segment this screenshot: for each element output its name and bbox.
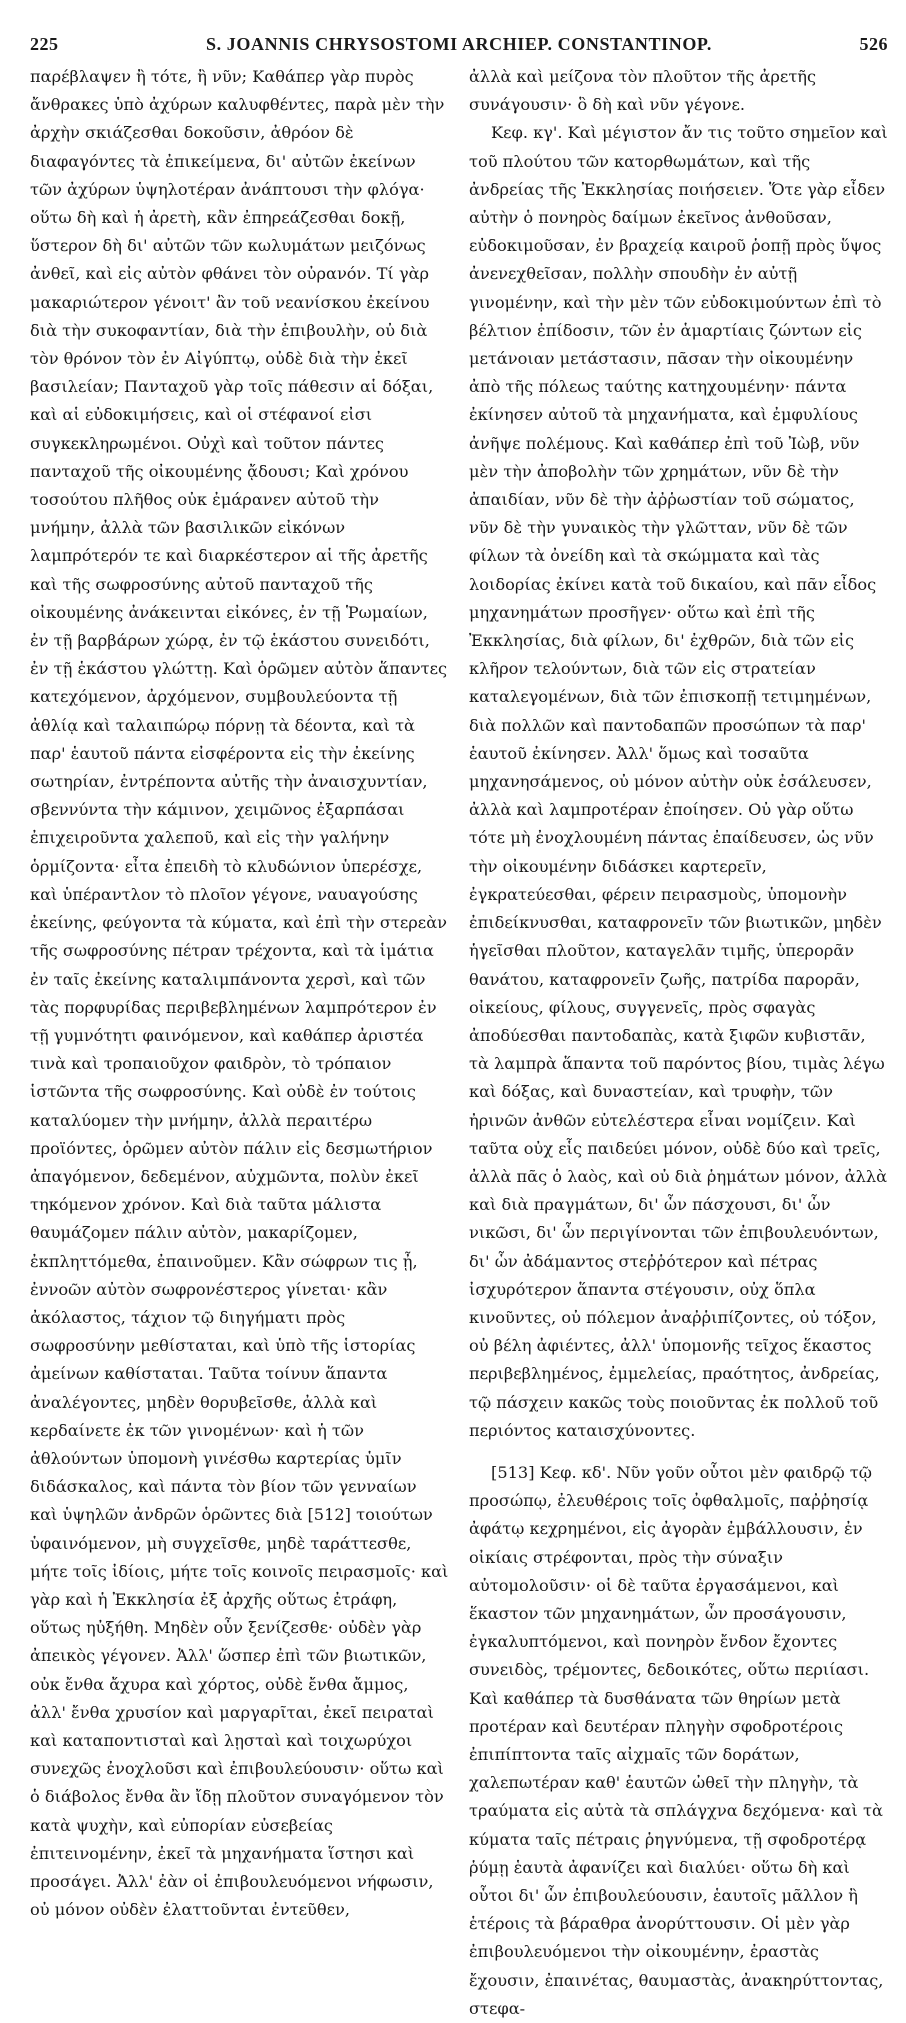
left-column	[30, 63, 449, 2023]
two-column-body	[30, 63, 888, 2023]
right-page-number: 526	[859, 34, 888, 54]
right-paragraph-chapter-24: [513] Κεφ. κδ'. Νῦν γοῦν οὗτοι μὲν φαιδρῷ τῷ προσώπῳ, ἐλευθέροις τοῖς ὀφθαλμοῖς, παῤῥησίᾳ ἀφάτῳ κεχρημένοι, εἰς ἀγορὰν ἐμβάλλουσιν, ἐν οἰκίαις στρέφονται, πρὸς τὴν σύναξιν αὐτομολοῦσιν· οἱ δὲ ταῦτα ἐργασάμενοι, καὶ ἕκαστον τῶν μηχανημάτων, ὧν προσάγουσιν, ἐγκαλυπτόμενοι, καὶ πονηρὸν ἔνδον ἔχοντες συνειδὸς, τρέμοντες, δεδοικότες, οὕτω περιίασι. Καὶ καθάπερ τὰ δυσθάνατα τῶν θηρίων μετὰ προτέραν καὶ δευτέραν πληγὴν σφοδροτέροις ἐπιπίπτοντα ταῖς αἰχμαῖς τῶν δοράτων, χαλεπωτέραν καθ' ἑαυτῶν ὠθεῖ τὴν πληγὴν, τὰ τραύματα εἰς αὐτὰ τὰ σπλάγχνα δεχόμενα· καὶ τὰ κύματα ταῖς πέτραις ῥηγνύμενα, τῇ σφοδροτέρᾳ ῥύμῃ ἑαυτὰ ἀφανίζει καὶ διαλύει· οὕτω δὴ καὶ οὗτοι δι' ὧν ἐπιβουλεύουσιν, ἑαυτοῖς μᾶλλον ἢ ἑτέροις τὰ βάραθρα ἀνορύττουσιν. Οἱ μὲν γὰρ ἐπιβουλευόμενοι τὴν οἰκουμένην, ἐραστὰς ἔχουσιν, ἐπαινέτας, θαυμαστὰς, ἀνακηρύττοντας, στεφα-	[469, 1462, 884, 2018]
right-column	[469, 63, 888, 2023]
running-header	[30, 34, 888, 55]
left-page-number: 225	[30, 34, 59, 54]
left-paragraph-1: παρέβλαψεν ἢ τότε, ἢ νῦν; Καθάπερ γὰρ πυρὸς ἄνθρακες ὑπὸ ἀχύρων καλυφθέντες, παρὰ μὲν τὴν ἀρχὴν σκιάζεσθαι δοκοῦσιν, ἀθρόον δὲ διαφαγόντες τὰ ἐπικείμενα, δι' αὐτῶν ἐκείνων τῶν ἀχύρων ὑψηλοτέραν ἀνάπτουσι τὴν φλόγα· οὕτω δὴ καὶ ἡ ἀρετὴ, κἂν ἐπηρεάζεσθαι δοκῇ, ὕστερον δὴ δι' αὐτῶν τῶν κωλυμάτων μειζόνως ἀνθεῖ, καὶ εἰς αὐτὸν φθάνει τὸν οὐρανόν. Τί γὰρ μακαριώτερον γένοιτ' ἂν τοῦ νεανίσκου ἐκείνου διὰ τὴν συκοφαντίαν, διὰ τὴν ἐπιβουλὴν, οὐ διὰ τὸν θρόνον τὸν ἐν Αἰγύπτῳ, οὐδὲ διὰ τὴν ἐκεῖ βασιλείαν; Πανταχοῦ γὰρ τοῖς πάθεσιν αἱ δόξαι, καὶ αἱ εὐδοκιμήσεις, καὶ οἱ στέφανοί εἰσι συγκεκληρωμένοι. Οὐχὶ καὶ τοῦτον πάντες πανταχοῦ τῆς οἰκουμένης ᾄδουσι; Καὶ χρόνου τοσούτου πλῆθος οὐκ ἐμάρανεν αὐτοῦ τὴν μνήμην, ἀλλὰ τῶν βασιλικῶν εἰκόνων λαμπρότερόν τε καὶ διαρκέστερον αἱ τῆς ἀρετῆς καὶ τῆς σωφροσύνης αὐτοῦ πανταχοῦ τῆς οἰκουμένης ἀνάκεινται εἰκόνες, ἐν τῇ Ῥωμαίων, ἐν τῇ βαρβάρων χώρᾳ, ἐν τῷ ἑκάστου συνειδότι, ἐν τῇ ἑκάστου γλώττῃ. Καὶ ὁρῶμεν αὐτὸν ἅπαντες κατεχόμενον, ἀρχόμενον, συμβουλεύοντα τῇ ἀθλίᾳ καὶ ταλαιπώρῳ πόρνῃ τὰ δέοντα, καὶ τὰ παρ' ἑαυτοῦ πάντα εἰσφέροντα εἰς τὴν ἐκείνης σωτηρίαν, ἐντρέποντα αὐτῆς τὴν ἀναισχυντίαν, σβεννύντα τὴν κάμινον, χειμῶνος ἐξαρπάσαι ἐπιχειροῦντα χαλεποῦ, καὶ εἰς τὴν γαλήνην ὁρμίζοντα· εἶτα ἐπειδὴ τὸ κλυδώνιον ὑπερέσχε, καὶ ὑπέραντλον τὸ πλοῖον γέγονε, ναυαγούσης ἐκείνης, φεύγοντα τὰ κύματα, καὶ ἐπὶ τὴν στερεὰν τῆς σωφροσύνης πέτραν τρέχοντα, καὶ τὰ ἱμάτια ἐν ταῖς ἐκείνης καταλιμπάνοντα χερσὶ, καὶ τῶν τὰς πορφυρίδας περιβεβλημένων λαμπρότερον ἐν τῇ γυμνότητι φαινόμενον, καὶ καθάπερ ἀριστέα τινὰ καὶ τροπαιοῦχον φαιδρὸν, τὸ τρόπαιον ἱστῶντα τῆς σωφροσύνης. Καὶ οὐδὲ ἐν τούτοις καταλύομεν τὴν μνήμην, ἀλλὰ περαιτέρω προϊόντες, ὁρῶμεν αὐτὸν πάλιν εἰς δεσμωτήριον ἀπαγόμενον, δεδεμένον, αὐχμῶντα, πολὺν ἐκεῖ τηκόμενον χρόνον. Καὶ διὰ ταῦτα μάλιστα θαυμάζομεν πάλιν αὐτὸν, μακαρίζομεν, ἐκπληττόμεθα, ἐπαινοῦμεν. Κἂν σώφρων τις ᾖ, ἐννοῶν αὐτὸν σωφρονέστερος γίνεται· κἂν ἀκόλαστος, τάχιον τῷ διηγήματι πρὸς σωφροσύνην μεθίσταται, καὶ ὑπὸ τῆς ἱστορίας ἀμείνων καθίσταται. Ταῦτα τοίνυν ἅπαντα ἀναλέγοντες, μηδὲν θορυβεῖσθε, ἀλλὰ καὶ κερδαίνετε ἐκ τῶν γινομένων· καὶ ἡ τῶν ἀθλούντων ὑπομονὴ γινέσθω καρτερίας ὑμῖν διδάσκαλος, καὶ πάντα τὸν βίον τῶν γενναίων καὶ ὑψηλῶν ἀνδρῶν ὁρῶντες διὰ [512] τοιούτων ὑφαινόμενον, μὴ συγχεῖσθε, μηδὲ ταράττεσθε, μήτε τοῖς ἰδίοις, μήτε τοῖς κοινοῖς πειρασμοῖς· καὶ γὰρ καὶ ἡ Ἐκκλησία ἐξ ἀρχῆς οὕτως ἐτράφη, οὕτως ηὐξήθη. Μηδὲν οὖν ξενίζεσθε· οὐδὲν γὰρ ἀπεικὸς γέγονεν. Ἀλλ' ὥσπερ ἐπὶ τῶν βιωτικῶν, οὐκ ἔνθα ἄχυρα καὶ χόρτος, οὐδὲ ἔνθα ἄμμος, ἀλλ' ἔνθα χρυσίον καὶ μαργαρῖται, ἐκεῖ πειραταὶ καὶ καταποντισταὶ καὶ λῃσταὶ καὶ τοιχωρύχοι συνεχῶς ἐνοχλοῦσι καὶ ἐπιβουλεύουσιν· οὕτω καὶ ὁ διάβολος ἔνθα ἂν ἴδῃ πλοῦτον συναγόμενον τὸν κατὰ ψυχὴν, καὶ εὐπορίαν εὐσεβείας ἐπιτεινομένην, ἐκεῖ τὰ μηχανήματα ἵστησι καὶ προσάγει. Ἀλλ' ἐὰν οἱ ἐπιβουλευόμενοι νήφωσιν, οὐ μόνον οὐδὲν ἐλαττοῦνται ἐντεῦθεν,	[30, 67, 449, 1920]
right-paragraph-1: ἀλλὰ καὶ μείζονα τὸν πλοῦτον τῆς ἀρετῆς συνάγουσιν· ὃ δὴ καὶ νῦν γέγονε.	[469, 67, 817, 115]
right-paragraph-chapter-23: Κεφ. κγ'. Καὶ μέγιστον ἄν τις τοῦτο σημεῖον καὶ τοῦ πλούτου τῶν κατορθωμάτων, καὶ τῆς ἀνδρείας τῆς Ἐκκλησίας ποιήσειεν. Ὅτε γὰρ εἶδεν αὐτὴν ὁ πονηρὸς δαίμων ἐκεῖνος ἀνθοῦσαν, εὐδοκιμοῦσαν, ἐν βραχείᾳ καιροῦ ῥοπῇ πρὸς ὕψος ἀνενεχθεῖσαν, πολλὴν σπουδὴν ἐν αὐτῇ γινομένην, καὶ τὴν μὲν τῶν εὐδοκιμούντων ἐπὶ τὸ βέλτιον ἐπίδοσιν, τῶν ἐν ἁμαρτίαις ζώντων εἰς μετάνοιαν μετάστασιν, πᾶσαν τὴν οἰκουμένην ἀπὸ τῆς πόλεως ταύτης κατηχουμένην· πάντα ἐκίνησεν αὐτοῦ τὰ μηχανήματα, καὶ ἐμφυλίους ἀνῆψε πολέμους. Καὶ καθάπερ ἐπὶ τοῦ Ἰὼβ, νῦν μὲν τὴν ἀποβολὴν τῶν χρημάτων, νῦν δὲ τὴν ἀπαιδίαν, νῦν δὲ τὴν ἀῤῥωστίαν τοῦ σώματος, νῦν δὲ τὴν γυναικὸς τὴν γλῶτταν, νῦν δὲ τῶν φίλων τὰ ὀνείδη καὶ τὰ σκώμματα καὶ τὰς λοιδορίας ἐκίνει κατὰ τοῦ δικαίου, καὶ πᾶν εἶδος μηχανημάτων προσῆγεν· οὕτω καὶ ἐπὶ τῆς Ἐκκλησίας, διὰ φίλων, δι' ἐχθρῶν, διὰ τῶν εἰς κλῆρον τελούντων, διὰ τῶν εἰς στρατείαν καταλεγομένων, διὰ τῶν ἐπισκοπῇ τετιμημένων, διὰ πολλῶν καὶ παντοδαπῶν προσώπων τὰ παρ' ἑαυτοῦ ἐκίνησεν. Ἀλλ' ὅμως καὶ τοσαῦτα μηχανησάμενος, οὐ μόνον αὐτὴν οὐκ ἐσάλευσεν, ἀλλὰ καὶ λαμπροτέραν ἐποίησεν. Οὐ γὰρ οὕτω τότε μὴ ἐνοχλουμένη πάντας ἐπαίδευσεν, ὡς νῦν τὴν οἰκουμένην διδάσκει καρτερεῖν, ἐγκρατεύεσθαι, φέρειν πειρασμοὺς, ὑπομονὴν ἐπιδείκνυσθαι, καταφρονεῖν τῶν βιωτικῶν, μηδὲν ἡγεῖσθαι πλοῦτον, καταγελᾶν τιμῆς, ὑπερορᾶν θανάτου, καταφρονεῖν ζωῆς, πατρίδα παρορᾶν, οἰκείους, φίλους, συγγενεῖς, πρὸς σφαγὰς ἀποδύεσθαι παντοδαπὰς, κατὰ ξιφῶν κυβιστᾶν, τὰ λαμπρὰ ἅπαντα τοῦ παρόντος βίου, τιμὰς λέγω καὶ δόξας, καὶ δυναστείαν, καὶ τρυφὴν, τῶν ἠρινῶν ἀνθῶν εὐτελέστερα εἶναι νομίζειν. Καὶ ταῦτα οὐχ εἷς παιδεύει μόνον, οὐδὲ δύο καὶ τρεῖς, ἀλλὰ πᾶς ὁ λαὸς, καὶ οὐ διὰ ῥημάτων μόνον, ἀλλὰ καὶ διὰ πραγμάτων, δι' ὧν πάσχουσι, δι' ὧν νικῶσι, δι' ὧν περιγίνονται τῶν ἐπιβουλευόντων, δι' ὧν ἀδάμαντος στεῤῥότερον καὶ πέτρας ἰσχυρότερον ἅπαντα στέγουσιν, οὐχ ὅπλα κινοῦντες, οὐ πόλεμον ἀναῤῥιπίζοντες, οὐ τόξον, οὐ βέλη ἀφιέντες, ἀλλ' ὑπομονῆς τεῖχος ἕκαστος περιβεβλημένος, ἐμμελείας, πραότητος, ἀνδρείας, τῷ πάσχειν κακῶς τοὺς ποιοῦντας ἐκ πολλοῦ τοῦ περιόντος καταισχύνοντες.	[469, 123, 888, 1440]
running-title: S. JOANNIS CHRYSOSTOMI ARCHIEP. CONSTANTINOP.	[206, 34, 712, 54]
